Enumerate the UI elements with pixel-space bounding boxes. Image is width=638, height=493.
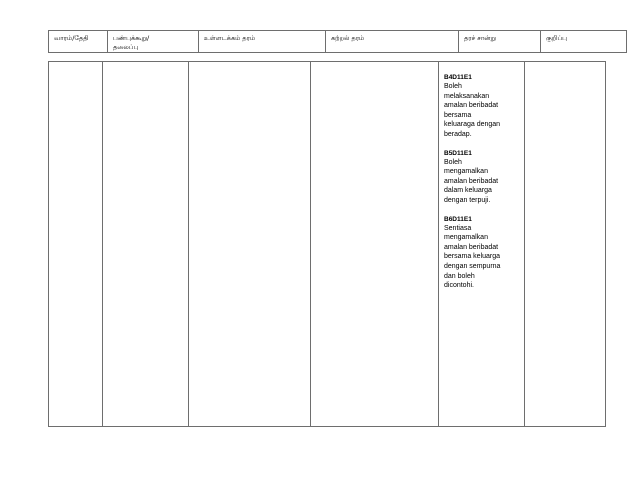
cell-trait-title [103, 62, 189, 427]
standard-line: dicontohi. [444, 282, 474, 290]
cell-content-standard [189, 62, 311, 427]
standard-line: dan boleh [444, 272, 475, 280]
body-table [48, 61, 606, 427]
standard-line: amalan beribadat [444, 243, 499, 251]
standard-line: mengamalkan [444, 234, 488, 242]
header-trait-line2: தலைப்பு [113, 43, 139, 51]
standard-block [444, 215, 520, 291]
standard-line: amalan beribadat [444, 102, 499, 110]
standard-line: amalan beribadat [444, 177, 499, 185]
standard-line: mengamalkan [444, 168, 488, 176]
standard-line: dalam keluarga [444, 187, 492, 195]
header-row [49, 31, 627, 53]
header-content-standard: உள்ளடக்கம் தரம் [199, 31, 326, 53]
header-week-date: வாரம்/தேதி [49, 31, 108, 53]
header-trait-title [108, 31, 199, 53]
standard-code: B4D11E1 [444, 74, 472, 81]
standard-line: bersama keluarga [444, 253, 501, 261]
standard-code: B6D11E1 [444, 215, 472, 223]
header-table [48, 30, 627, 53]
body-row [49, 62, 606, 427]
cell-notes [525, 62, 606, 427]
standard-line: Sentiasa [444, 224, 472, 232]
cell-week-date [49, 62, 103, 427]
standard-line: dengan terpuji. [444, 196, 491, 204]
standard-code: B5D11E1 [444, 149, 472, 157]
standard-line: Boleh [444, 83, 462, 90]
standard-block [444, 149, 520, 206]
cell-performance-standard [439, 62, 525, 427]
cell-learning-standard [311, 62, 439, 427]
standard-line: keluaraga dengan [444, 121, 501, 129]
header-trait-line1: பண்புக்கூறு/ [113, 34, 150, 42]
standard-line: melaksanakan [444, 92, 490, 100]
standard-block [444, 73, 520, 140]
header-performance-standard: தரச் சான்று [459, 31, 541, 53]
header-notes: குறிப்பு [541, 31, 627, 53]
standard-line: Boleh [444, 158, 462, 166]
standard-line: beradap. [444, 130, 472, 138]
standard-line: dengan sempurna [444, 262, 501, 270]
header-learning-standard: கற்றல் தரம் [326, 31, 459, 53]
standard-line: bersama [444, 111, 472, 119]
